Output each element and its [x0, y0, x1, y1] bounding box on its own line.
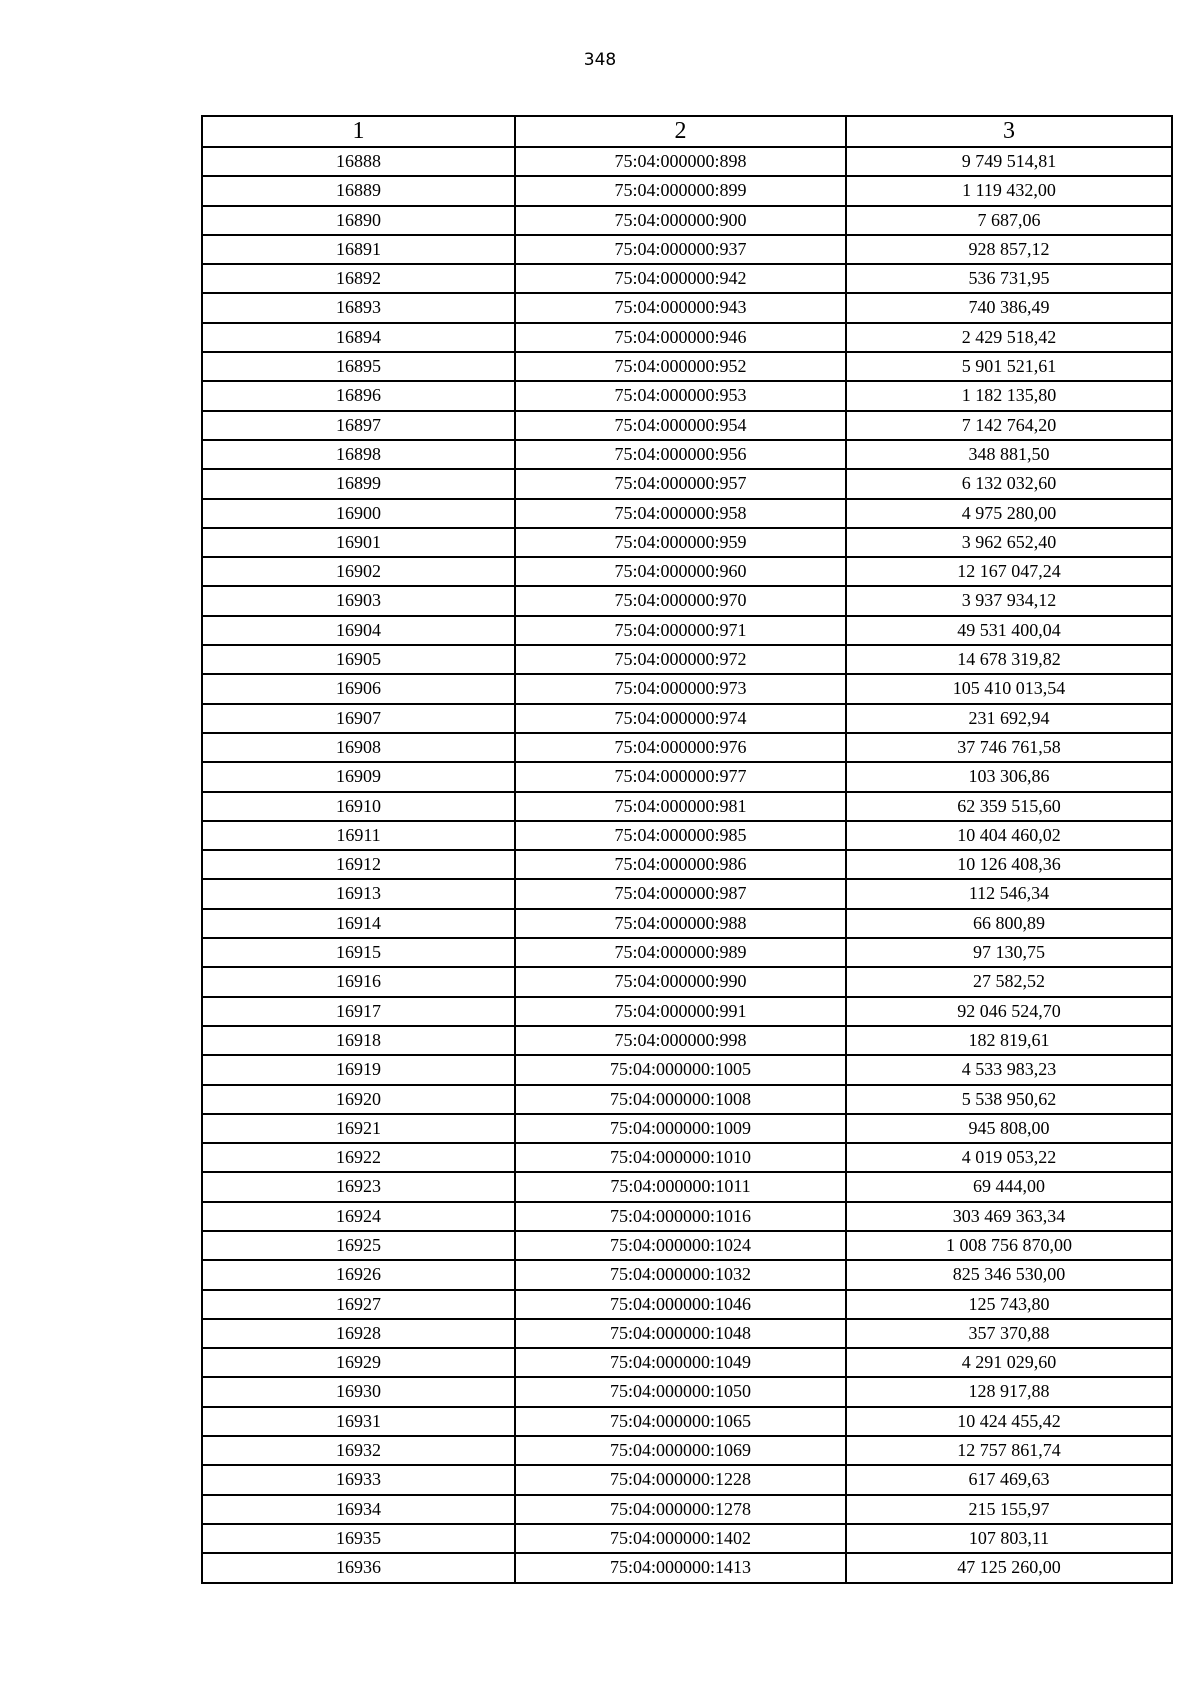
- table-row: [202, 293, 1172, 322]
- cadastral-number-cell: 75:04:000000:981: [515, 792, 846, 821]
- cadastral-number-cell: 75:04:000000:898: [515, 147, 846, 176]
- row-number-cell: 16924: [202, 1202, 515, 1231]
- cadastral-number-cell: 75:04:000000:1228: [515, 1465, 846, 1494]
- table-row: [202, 1202, 1172, 1231]
- table-row: [202, 147, 1172, 176]
- value-cell: 1 182 135,80: [846, 381, 1172, 410]
- table-row: [202, 557, 1172, 586]
- table-row: [202, 733, 1172, 762]
- table-row: [202, 1319, 1172, 1348]
- row-number-cell: 16931: [202, 1407, 515, 1436]
- table-row: [202, 411, 1172, 440]
- row-number-cell: 16909: [202, 762, 515, 791]
- row-number-cell: 16913: [202, 879, 515, 908]
- page-number: 348: [583, 50, 617, 70]
- table-row: [202, 792, 1172, 821]
- cadastral-number-cell: 75:04:000000:943: [515, 293, 846, 322]
- table-row: [202, 586, 1172, 615]
- value-cell: 12 167 047,24: [846, 557, 1172, 586]
- cadastral-number-cell: 75:04:000000:987: [515, 879, 846, 908]
- value-cell: 103 306,86: [846, 762, 1172, 791]
- row-number-cell: 16934: [202, 1495, 515, 1524]
- value-cell: 92 046 524,70: [846, 997, 1172, 1026]
- row-number-cell: 16936: [202, 1553, 515, 1582]
- row-number-cell: 16921: [202, 1114, 515, 1143]
- row-number-cell: 16902: [202, 557, 515, 586]
- row-number-cell: 16903: [202, 586, 515, 615]
- column-header-cadastral-number: 2: [515, 116, 846, 147]
- row-number-cell: 16927: [202, 1290, 515, 1319]
- row-number-cell: 16910: [202, 792, 515, 821]
- row-number-cell: 16919: [202, 1055, 515, 1084]
- row-number-cell: 16891: [202, 235, 515, 264]
- table-row: [202, 1231, 1172, 1260]
- cadastral-number-cell: 75:04:000000:959: [515, 528, 846, 557]
- cadastral-number-cell: 75:04:000000:1049: [515, 1348, 846, 1377]
- row-number-cell: 16932: [202, 1436, 515, 1465]
- value-cell: 49 531 400,04: [846, 616, 1172, 645]
- row-number-cell: 16896: [202, 381, 515, 410]
- cadastral-number-cell: 75:04:000000:1010: [515, 1143, 846, 1172]
- table-row: [202, 264, 1172, 293]
- cadastral-number-cell: 75:04:000000:1032: [515, 1260, 846, 1289]
- table-row: [202, 762, 1172, 791]
- value-cell: 4 975 280,00: [846, 499, 1172, 528]
- cadastral-number-cell: 75:04:000000:1005: [515, 1055, 846, 1084]
- row-number-cell: 16906: [202, 674, 515, 703]
- row-number-cell: 16917: [202, 997, 515, 1026]
- row-number-cell: 16935: [202, 1524, 515, 1553]
- cadastral-number-cell: 75:04:000000:960: [515, 557, 846, 586]
- row-number-cell: 16923: [202, 1172, 515, 1201]
- cadastral-value-table: [201, 115, 1173, 1584]
- cadastral-number-cell: 75:04:000000:972: [515, 645, 846, 674]
- row-number-cell: 16897: [202, 411, 515, 440]
- row-number-cell: 16925: [202, 1231, 515, 1260]
- table-row: [202, 967, 1172, 996]
- cadastral-number-cell: 75:04:000000:1048: [515, 1319, 846, 1348]
- cadastral-number-cell: 75:04:000000:937: [515, 235, 846, 264]
- row-number-cell: 16929: [202, 1348, 515, 1377]
- cadastral-number-cell: 75:04:000000:986: [515, 850, 846, 879]
- value-cell: 62 359 515,60: [846, 792, 1172, 821]
- value-cell: 1 008 756 870,00: [846, 1231, 1172, 1260]
- table-row: [202, 704, 1172, 733]
- table-row: [202, 1377, 1172, 1406]
- value-cell: 10 424 455,42: [846, 1407, 1172, 1436]
- cadastral-number-cell: 75:04:000000:946: [515, 323, 846, 352]
- value-cell: 303 469 363,34: [846, 1202, 1172, 1231]
- value-cell: 9 749 514,81: [846, 147, 1172, 176]
- value-cell: 14 678 319,82: [846, 645, 1172, 674]
- cadastral-number-cell: 75:04:000000:989: [515, 938, 846, 967]
- table-row: [202, 997, 1172, 1026]
- value-cell: 10 404 460,02: [846, 821, 1172, 850]
- row-number-cell: 16889: [202, 176, 515, 205]
- value-cell: 617 469,63: [846, 1465, 1172, 1494]
- cadastral-number-cell: 75:04:000000:899: [515, 176, 846, 205]
- value-cell: 7 142 764,20: [846, 411, 1172, 440]
- row-number-cell: 16918: [202, 1026, 515, 1055]
- cadastral-number-cell: 75:04:000000:900: [515, 206, 846, 235]
- value-cell: 3 962 652,40: [846, 528, 1172, 557]
- value-cell: 536 731,95: [846, 264, 1172, 293]
- cadastral-number-cell: 75:04:000000:1016: [515, 1202, 846, 1231]
- table-row: [202, 1465, 1172, 1494]
- table-row: [202, 1495, 1172, 1524]
- row-number-cell: 16890: [202, 206, 515, 235]
- table-header-row: [202, 116, 1172, 147]
- cadastral-number-cell: 75:04:000000:1008: [515, 1085, 846, 1114]
- row-number-cell: 16920: [202, 1085, 515, 1114]
- cadastral-number-cell: 75:04:000000:1413: [515, 1553, 846, 1582]
- row-number-cell: 16933: [202, 1465, 515, 1494]
- value-cell: 348 881,50: [846, 440, 1172, 469]
- table-row: [202, 1085, 1172, 1114]
- cadastral-number-cell: 75:04:000000:942: [515, 264, 846, 293]
- table-row: [202, 206, 1172, 235]
- table-row: [202, 352, 1172, 381]
- table-row: [202, 440, 1172, 469]
- cadastral-number-cell: 75:04:000000:952: [515, 352, 846, 381]
- table-row: [202, 1260, 1172, 1289]
- cadastral-number-cell: 75:04:000000:1050: [515, 1377, 846, 1406]
- value-cell: 1 119 432,00: [846, 176, 1172, 205]
- table-row: [202, 499, 1172, 528]
- value-cell: 215 155,97: [846, 1495, 1172, 1524]
- cadastral-number-cell: 75:04:000000:957: [515, 469, 846, 498]
- table-row: [202, 1055, 1172, 1084]
- cadastral-number-cell: 75:04:000000:1009: [515, 1114, 846, 1143]
- row-number-cell: 16912: [202, 850, 515, 879]
- value-cell: 4 533 983,23: [846, 1055, 1172, 1084]
- value-cell: 69 444,00: [846, 1172, 1172, 1201]
- row-number-cell: 16926: [202, 1260, 515, 1289]
- value-cell: 3 937 934,12: [846, 586, 1172, 615]
- cadastral-number-cell: 75:04:000000:977: [515, 762, 846, 791]
- cadastral-number-cell: 75:04:000000:973: [515, 674, 846, 703]
- table-row: [202, 616, 1172, 645]
- table-row: [202, 381, 1172, 410]
- value-cell: 125 743,80: [846, 1290, 1172, 1319]
- table-row: [202, 1290, 1172, 1319]
- table-row: [202, 1026, 1172, 1055]
- value-cell: 12 757 861,74: [846, 1436, 1172, 1465]
- cadastral-number-cell: 75:04:000000:976: [515, 733, 846, 762]
- table-row: [202, 821, 1172, 850]
- value-cell: 231 692,94: [846, 704, 1172, 733]
- row-number-cell: 16904: [202, 616, 515, 645]
- value-cell: 27 582,52: [846, 967, 1172, 996]
- value-cell: 7 687,06: [846, 206, 1172, 235]
- row-number-cell: 16894: [202, 323, 515, 352]
- cadastral-number-cell: 75:04:000000:1065: [515, 1407, 846, 1436]
- row-number-cell: 16905: [202, 645, 515, 674]
- value-cell: 105 410 013,54: [846, 674, 1172, 703]
- value-cell: 112 546,34: [846, 879, 1172, 908]
- value-cell: 66 800,89: [846, 909, 1172, 938]
- cadastral-number-cell: 75:04:000000:998: [515, 1026, 846, 1055]
- row-number-cell: 16907: [202, 704, 515, 733]
- row-number-cell: 16893: [202, 293, 515, 322]
- column-header-value: 3: [846, 116, 1172, 147]
- column-header-number: 1: [202, 116, 515, 147]
- table-row: [202, 938, 1172, 967]
- table-body: [202, 147, 1172, 1583]
- cadastral-number-cell: 75:04:000000:956: [515, 440, 846, 469]
- table-row: [202, 879, 1172, 908]
- cadastral-number-cell: 75:04:000000:958: [515, 499, 846, 528]
- row-number-cell: 16915: [202, 938, 515, 967]
- cadastral-number-cell: 75:04:000000:970: [515, 586, 846, 615]
- row-number-cell: 16928: [202, 1319, 515, 1348]
- value-cell: 4 291 029,60: [846, 1348, 1172, 1377]
- row-number-cell: 16911: [202, 821, 515, 850]
- table-row: [202, 1407, 1172, 1436]
- row-number-cell: 16908: [202, 733, 515, 762]
- row-number-cell: 16899: [202, 469, 515, 498]
- table-row: [202, 1436, 1172, 1465]
- table-row: [202, 1143, 1172, 1172]
- value-cell: 740 386,49: [846, 293, 1172, 322]
- row-number-cell: 16930: [202, 1377, 515, 1406]
- value-cell: 47 125 260,00: [846, 1553, 1172, 1582]
- value-cell: 182 819,61: [846, 1026, 1172, 1055]
- cadastral-number-cell: 75:04:000000:1011: [515, 1172, 846, 1201]
- row-number-cell: 16901: [202, 528, 515, 557]
- value-cell: 357 370,88: [846, 1319, 1172, 1348]
- value-cell: 97 130,75: [846, 938, 1172, 967]
- cadastral-number-cell: 75:04:000000:1046: [515, 1290, 846, 1319]
- row-number-cell: 16895: [202, 352, 515, 381]
- value-cell: 825 346 530,00: [846, 1260, 1172, 1289]
- cadastral-number-cell: 75:04:000000:985: [515, 821, 846, 850]
- row-number-cell: 16892: [202, 264, 515, 293]
- value-cell: 5 901 521,61: [846, 352, 1172, 381]
- table-row: [202, 850, 1172, 879]
- table-row: [202, 323, 1172, 352]
- cadastral-number-cell: 75:04:000000:953: [515, 381, 846, 410]
- table-row: [202, 1553, 1172, 1582]
- cadastral-number-cell: 75:04:000000:1069: [515, 1436, 846, 1465]
- cadastral-number-cell: 75:04:000000:954: [515, 411, 846, 440]
- value-cell: 6 132 032,60: [846, 469, 1172, 498]
- value-cell: 10 126 408,36: [846, 850, 1172, 879]
- cadastral-number-cell: 75:04:000000:1278: [515, 1495, 846, 1524]
- value-cell: 928 857,12: [846, 235, 1172, 264]
- table-row: [202, 1114, 1172, 1143]
- cadastral-number-cell: 75:04:000000:1024: [515, 1231, 846, 1260]
- table-row: [202, 235, 1172, 264]
- table-row: [202, 645, 1172, 674]
- row-number-cell: 16914: [202, 909, 515, 938]
- value-cell: 945 808,00: [846, 1114, 1172, 1143]
- table-row: [202, 909, 1172, 938]
- data-table-container: [201, 115, 1173, 1584]
- row-number-cell: 16888: [202, 147, 515, 176]
- cadastral-number-cell: 75:04:000000:988: [515, 909, 846, 938]
- value-cell: 37 746 761,58: [846, 733, 1172, 762]
- row-number-cell: 16900: [202, 499, 515, 528]
- row-number-cell: 16916: [202, 967, 515, 996]
- value-cell: 2 429 518,42: [846, 323, 1172, 352]
- cadastral-number-cell: 75:04:000000:1402: [515, 1524, 846, 1553]
- table-row: [202, 176, 1172, 205]
- table-row: [202, 1524, 1172, 1553]
- row-number-cell: 16922: [202, 1143, 515, 1172]
- table-row: [202, 1172, 1172, 1201]
- table-row: [202, 674, 1172, 703]
- cadastral-number-cell: 75:04:000000:991: [515, 997, 846, 1026]
- value-cell: 4 019 053,22: [846, 1143, 1172, 1172]
- row-number-cell: 16898: [202, 440, 515, 469]
- table-row: [202, 469, 1172, 498]
- value-cell: 128 917,88: [846, 1377, 1172, 1406]
- value-cell: 107 803,11: [846, 1524, 1172, 1553]
- value-cell: 5 538 950,62: [846, 1085, 1172, 1114]
- cadastral-number-cell: 75:04:000000:990: [515, 967, 846, 996]
- table-row: [202, 528, 1172, 557]
- table-row: [202, 1348, 1172, 1377]
- cadastral-number-cell: 75:04:000000:971: [515, 616, 846, 645]
- cadastral-number-cell: 75:04:000000:974: [515, 704, 846, 733]
